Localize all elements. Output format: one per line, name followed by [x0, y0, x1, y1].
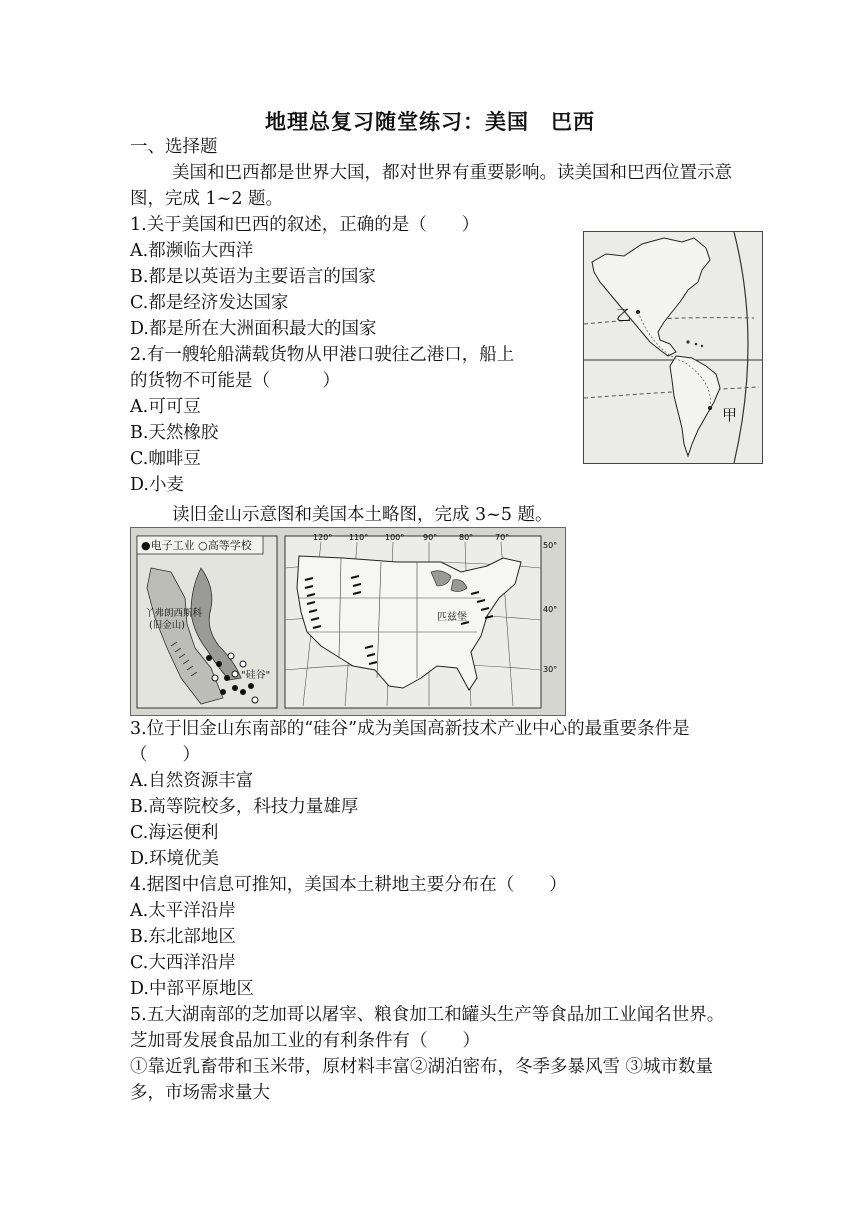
question-4-option-d: D.中部平原地区: [130, 979, 254, 999]
intro-paragraph-2: 读旧金山示意图和美国本土略图，完成 3~5 题。: [172, 505, 553, 525]
lon-label-80: 80°: [459, 533, 474, 542]
sf-label-line-1: 丫弗朗西斯科: [145, 608, 203, 619]
sf-label-line-2: (旧金山): [149, 620, 185, 631]
lat-label-50: 50°: [543, 541, 558, 550]
lon-label-100: 100°: [385, 533, 405, 542]
question-5-conditions: ①靠近乳畜带和玉米带，原材料丰富②湖泊密布，冬季多暴风雪 ③城市数量多，市场需求量大: [130, 1057, 714, 1103]
question-2-option-a: A.可可豆: [130, 397, 201, 417]
question-3-option-c: C.海运便利: [130, 823, 219, 843]
lat-label-30: 30°: [543, 665, 558, 674]
question-2-stem-line-2: 的货物不可能是（ ）: [130, 371, 340, 391]
question-2-option-d: D.小麦: [130, 475, 184, 495]
question-1-option-d: D.都是所在大洲面积最大的国家: [130, 319, 377, 339]
question-4-option-c: C.大西洋沿岸: [130, 953, 236, 973]
pittsburgh-label: 匹兹堡: [437, 612, 467, 623]
question-1-stem: 1.关于美国和巴西的叙述，正确的是（ ）: [130, 215, 480, 235]
lon-label-120: 120°: [313, 533, 333, 542]
port-jia-label: 甲: [722, 406, 738, 424]
question-3-option-d: D.环境优美: [130, 849, 219, 869]
lon-label-90: 90°: [423, 533, 438, 542]
question-1-option-a: A.都濒临大西洋: [130, 241, 254, 261]
question-1-option-b: B.都是以英语为主要语言的国家: [130, 267, 376, 287]
question-2-option-c: C.咖啡豆: [130, 449, 201, 469]
question-3-option-b: B.高等院校多，科技力量雄厚: [130, 797, 359, 817]
question-4-stem: 4.据图中信息可推知，美国本土耕地主要分布在（ ）: [130, 875, 567, 895]
question-4-option-a: A.太平洋沿岸: [130, 901, 236, 921]
question-5-stem: 5.五大湖南部的芝加哥以屠宰、粮食加工和罐头生产等食品加工业闻名世界。芝加哥发展食品加工业的有利条件有（ ）: [130, 1005, 725, 1051]
question-1-option-c: C.都是经济发达国家: [130, 293, 289, 313]
lon-label-70: 70°: [495, 533, 510, 542]
silicon-valley-label: "硅谷": [241, 670, 271, 681]
question-2-option-b: B.天然橡胶: [130, 423, 219, 443]
intro-paragraph-1: 美国和巴西都是世界大国，都对世界有重要影响。读美国和巴西位置示意图，完成 1~2 题。: [130, 163, 732, 209]
sf-map-legend: ●电子工业 ○高等学校: [141, 539, 252, 552]
lon-label-110: 110°: [349, 533, 369, 542]
question-3-option-a: A.自然资源丰富: [130, 771, 254, 791]
question-4-option-b: B.东北部地区: [130, 927, 236, 947]
lat-label-40: 40°: [543, 605, 558, 614]
page-title: 地理总复习随堂练习：美国 巴西: [265, 109, 595, 134]
section-heading: 一、选择题: [130, 137, 218, 157]
question-3-stem: 3.位于旧金山东南部的“硅谷”成为美国高新技术产业中心的最重要条件是（ ）: [130, 719, 690, 765]
question-2-stem-line-1: 2.有一艘轮船满载货物从甲港口驶往乙港口，船上: [130, 345, 515, 365]
port-yi-label: 乙: [616, 306, 632, 324]
americas-location-map: [583, 231, 763, 464]
sf-and-usa-map: [130, 527, 566, 716]
